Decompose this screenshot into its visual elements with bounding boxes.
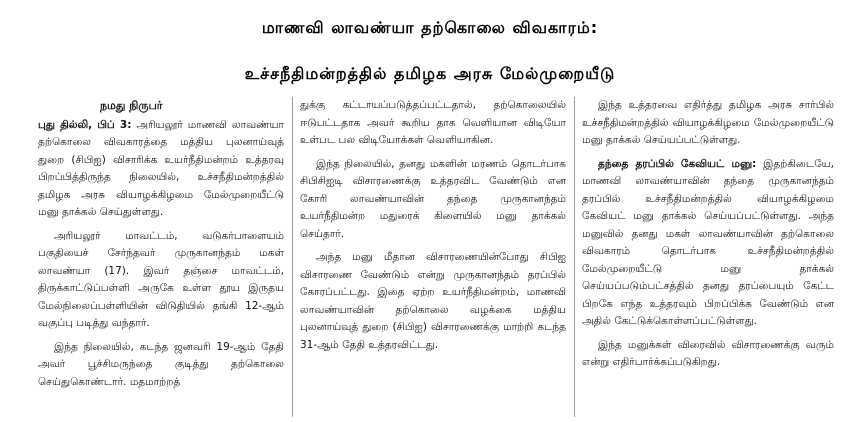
paragraph-text: இந்த நிலையில், கடந்த ஜனவரி 19-ஆம் தேதி அவர் பூச்சிமருந்தை குடித்து தற்கொலை செய்துகொண்டார். மதமாற்றத் bbox=[38, 340, 284, 388]
paragraph-text: இந்த நிலையில், தனது மகளின் மரணம் தொடர்பாக சிபிசிஐடி விசாரணைக்கு உத்தரவிட வேண்டும் என கோரி லாவண்யாவின் தந்தை முருகானந்தம் உயர்நீதிமன்ற மதுரைக் கிளையில் மனு தாக்கல் செய்தார். bbox=[300, 157, 566, 240]
article-column-2 bbox=[300, 97, 566, 417]
dateline: புது தில்லி, பிப் 3: bbox=[38, 118, 132, 131]
paragraph bbox=[300, 156, 566, 244]
headline-line-1: மாணவி லாவண்யா தற்கொலை விவகாரம்: bbox=[261, 18, 599, 37]
paragraph-text: இந்த மனுக்கள் விரைவில் விசாரணைக்கு வரும் என்று எதிர்பார்க்கப்படுகிறது. bbox=[582, 338, 834, 368]
article-column-3 bbox=[582, 97, 834, 417]
headline-line-2: உச்சநீதிமன்றத்தில் தமிழக அரசு மேல்முறையீடு bbox=[244, 64, 616, 83]
paragraph bbox=[582, 156, 834, 331]
byline: நமது நிருபர் bbox=[100, 99, 163, 112]
paragraph-text: இந்த உத்தரவை எதிர்த்து தமிழக அரசு சார்பில் உச்சநீதிமன்றத்தில் வியாழக்கிழமை மேல்முறையீட்டு மனு தாக்கல் செய்யப்பட்டுள்ளது. bbox=[582, 99, 834, 146]
paragraph-text: அரியலூர் மாவட்டம், வடுகர்பாளையம் பகுதியைச் சேர்ந்தவர் முருகானந்தம் மகள் லாவண்யா (17). இவர் தஞ்சை மாவட்டம், திருக்காட்டுப்பள்ளி அருகே உள்ள தூய இருதய மேல்நிலைப்பள்ளியின் விடுதியில் தங்கி 12-ஆம் வகுப்பு படித்து வந்தார். bbox=[38, 229, 284, 329]
paragraph bbox=[38, 117, 284, 222]
paragraph bbox=[300, 249, 566, 354]
paragraph bbox=[582, 337, 834, 372]
article-column-1 bbox=[38, 97, 284, 417]
paragraph-text: இதற்கிடையே, மாணவி லாவண்யாவின் தந்தை முருகானந்தம் தரப்பில் உச்சநீதிமன்றத்தில் வியாழக்கிழமை கேவியட் மனு தாக்கல் செய்யப்பட்டுள்ளது. அந்த மனுவில் தனது மகள் லாவண்யாவின் தற்கொலை விவகாரம் தொடர்பாக உச்சநீதிமன்றத்தில் மேல்முறையீட்டு மனு தாக்கல் செய்யப்படும்பட்சத்தில் தனது தரப்பையும் கேட்ட பிறகே எந்த உத்தரவும் பிறப்பிக்க வேண்டும் என அதில் கேட்டுக்கொள்ளப்பட்டுள்ளது. bbox=[582, 157, 834, 327]
column-divider bbox=[292, 97, 293, 417]
paragraph bbox=[38, 339, 284, 392]
paragraph bbox=[300, 97, 566, 150]
column-divider bbox=[574, 97, 575, 417]
paragraph bbox=[582, 97, 834, 150]
paragraph-text: துக்கு கட்டாயப்படுத்தப்பட்டதால், தற்கொலையில் ஈடுபட்டதாக அவர் கூறிய தாக வெளியான விடியோ உள்பட பல விடியோக்கள் வெளியாகின. bbox=[300, 99, 566, 146]
subheading: தந்தை தரப்பில் கேவியட் மனு: bbox=[598, 157, 757, 170]
paragraph-text: அந்த மனு மீதான விசாரணையின்போது சிபிஐ விசாரணை வேண்டும் என்று முருகானந்தம் தரப்பில் கோரப்பட்டது. இதை ஏற்ற உயர்நீதிமன்றம், மாணவி லாவண்யாவின் தற்கொலை வழக்கை மத்திய புலனாய்வுத் துறை (சிபிஐ) விசாரணைக்கு மாற்றி கடந்த 31-ஆம் தேதி உத்தரவிட்டது. bbox=[300, 251, 566, 351]
paragraph bbox=[38, 228, 284, 333]
paragraph-text: அரியலூர் மாணவி லாவண்யா தற்கொலை விவகாரத்தை மத்திய புலனாய்வுத் துறை (சிபிஐ) விசாரிக்க உயர்நீதிமன்றம் உத்தரவு பிறப்பித்திருந்த நிலையில், உச்சநீதிமன்றத்தில் தமிழக அரசு வியாழக்கிழமை மேல்முறையீட்டு மனு தாக்கல் செய்துள்ளது. bbox=[38, 118, 284, 218]
